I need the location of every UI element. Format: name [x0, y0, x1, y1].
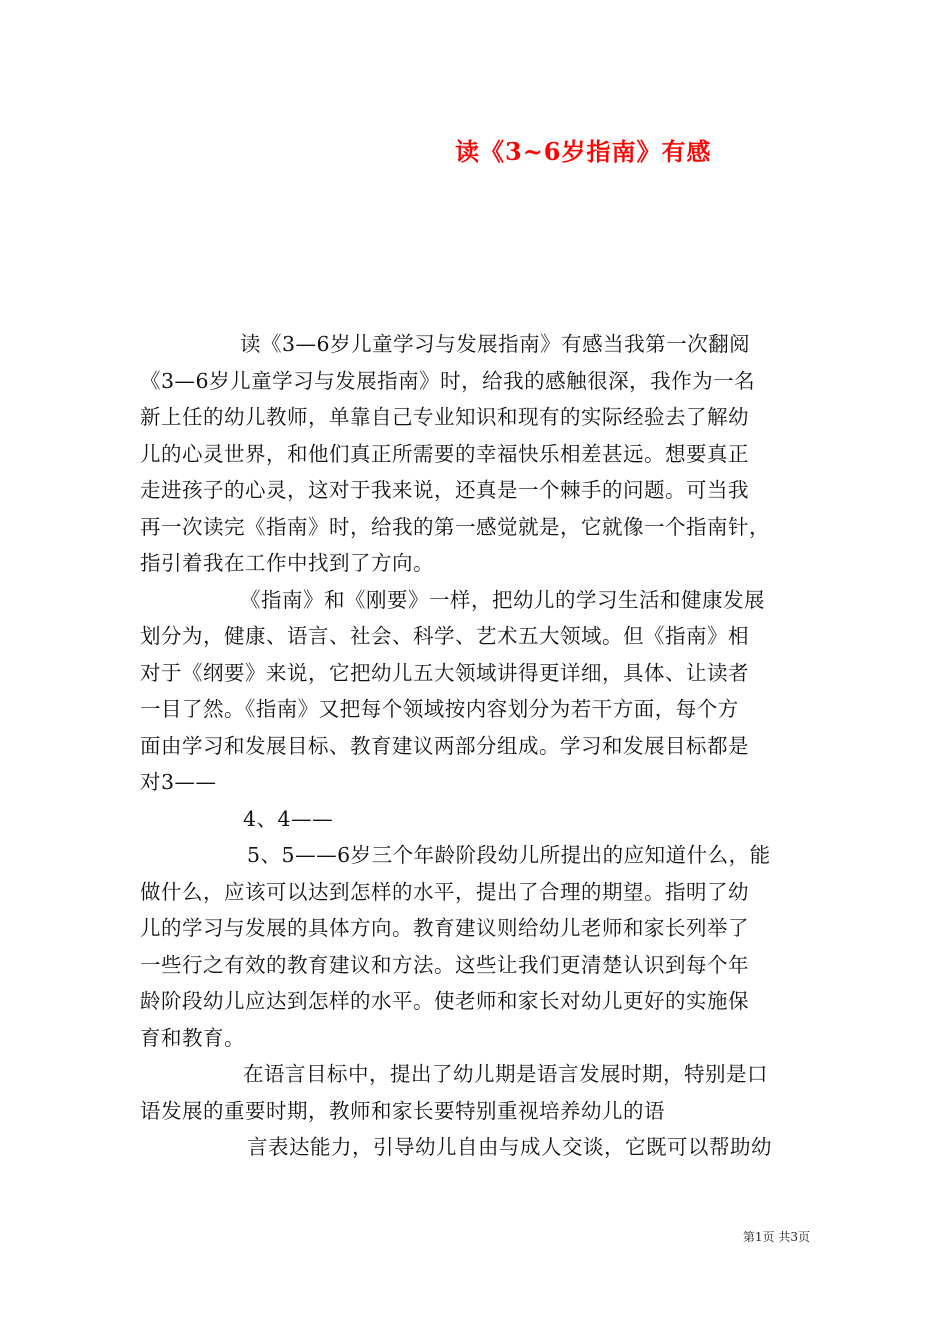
paragraph-line: 《指南》和《刚要》一样，把幼儿的学习生活和健康发展	[240, 587, 765, 612]
paragraph-line: 读《3—6岁儿童学习与发展指南》有感当我第一次翻阅	[240, 332, 751, 356]
paragraph-3	[140, 801, 820, 838]
paragraph-line: 走进孩子的心灵，这对于我来说，还真是一个棘手的问题。可当我	[140, 478, 749, 502]
page-footer: 第1页 共3页	[742, 1230, 810, 1244]
paragraph-line: 再一次读完《指南》时，给我的第一感觉就是，它就像一个指南针，	[140, 514, 770, 539]
paragraph-line: 儿的心灵世界，和他们真正所需要的幸福快乐相差甚远。想要真正	[140, 441, 749, 466]
paragraph-line: 面由学习和发展目标、教育建议两部分组成。学习和发展目标都是	[140, 733, 749, 758]
paragraph-line: 指引着我在工作中找到了方向。	[140, 551, 434, 575]
paragraph-4	[140, 837, 820, 1056]
paragraph-line: 对于《纲要》来说，它把幼儿五大领域讲得更详细，具体、让读者	[140, 660, 749, 685]
paragraph-line: 育和教育。	[140, 1025, 245, 1050]
paragraph-line: 对3——	[140, 770, 217, 794]
paragraph-5	[140, 1056, 820, 1129]
paragraph-line: 儿的学习与发展的具体方向。教育建议则给幼儿老师和家长列举了	[140, 916, 749, 940]
paragraph-line: 新上任的幼儿教师，单靠自己专业知识和现有的实际经验去了解幼	[140, 405, 749, 429]
paragraph-line: 言表达能力，引导幼儿自由与成人交谈，它既可以帮助幼	[247, 1135, 772, 1159]
paragraph-2	[140, 582, 820, 801]
document-title: 读《3~6岁指南》有感	[455, 137, 712, 166]
paragraph-line: 4、4——	[243, 806, 334, 831]
paragraph-6	[140, 1129, 820, 1166]
paragraph-line: 5、5——6岁三个年龄阶段幼儿所提出的应知道什么，能	[247, 843, 771, 867]
document-body	[140, 326, 820, 1166]
paragraph-line: 《3—6岁儿童学习与发展指南》时，给我的感触很深，我作为一名	[140, 368, 756, 393]
paragraph-line: 在语言目标中，提出了幼儿期是语言发展时期，特别是口	[243, 1062, 768, 1086]
paragraph-line: 一目了然。《指南》又把每个领域按内容划分为若干方面，每个方	[140, 697, 739, 721]
paragraph-line: 划分为，健康、语言、社会、科学、艺术五大领域。但《指南》相	[140, 624, 749, 648]
paragraph-1	[140, 326, 820, 582]
paragraph-line: 语发展的重要时期，教师和家长要特别重视培养幼儿的语	[140, 1098, 665, 1123]
paragraph-line: 龄阶段幼儿应达到怎样的水平。使老师和家长对幼儿更好的实施保	[140, 989, 749, 1013]
paragraph-line: 做什么，应该可以达到怎样的水平，提出了合理的期望。指明了幼	[140, 879, 749, 904]
paragraph-line: 一些行之有效的教育建议和方法。这些让我们更清楚认识到每个年	[140, 952, 749, 977]
